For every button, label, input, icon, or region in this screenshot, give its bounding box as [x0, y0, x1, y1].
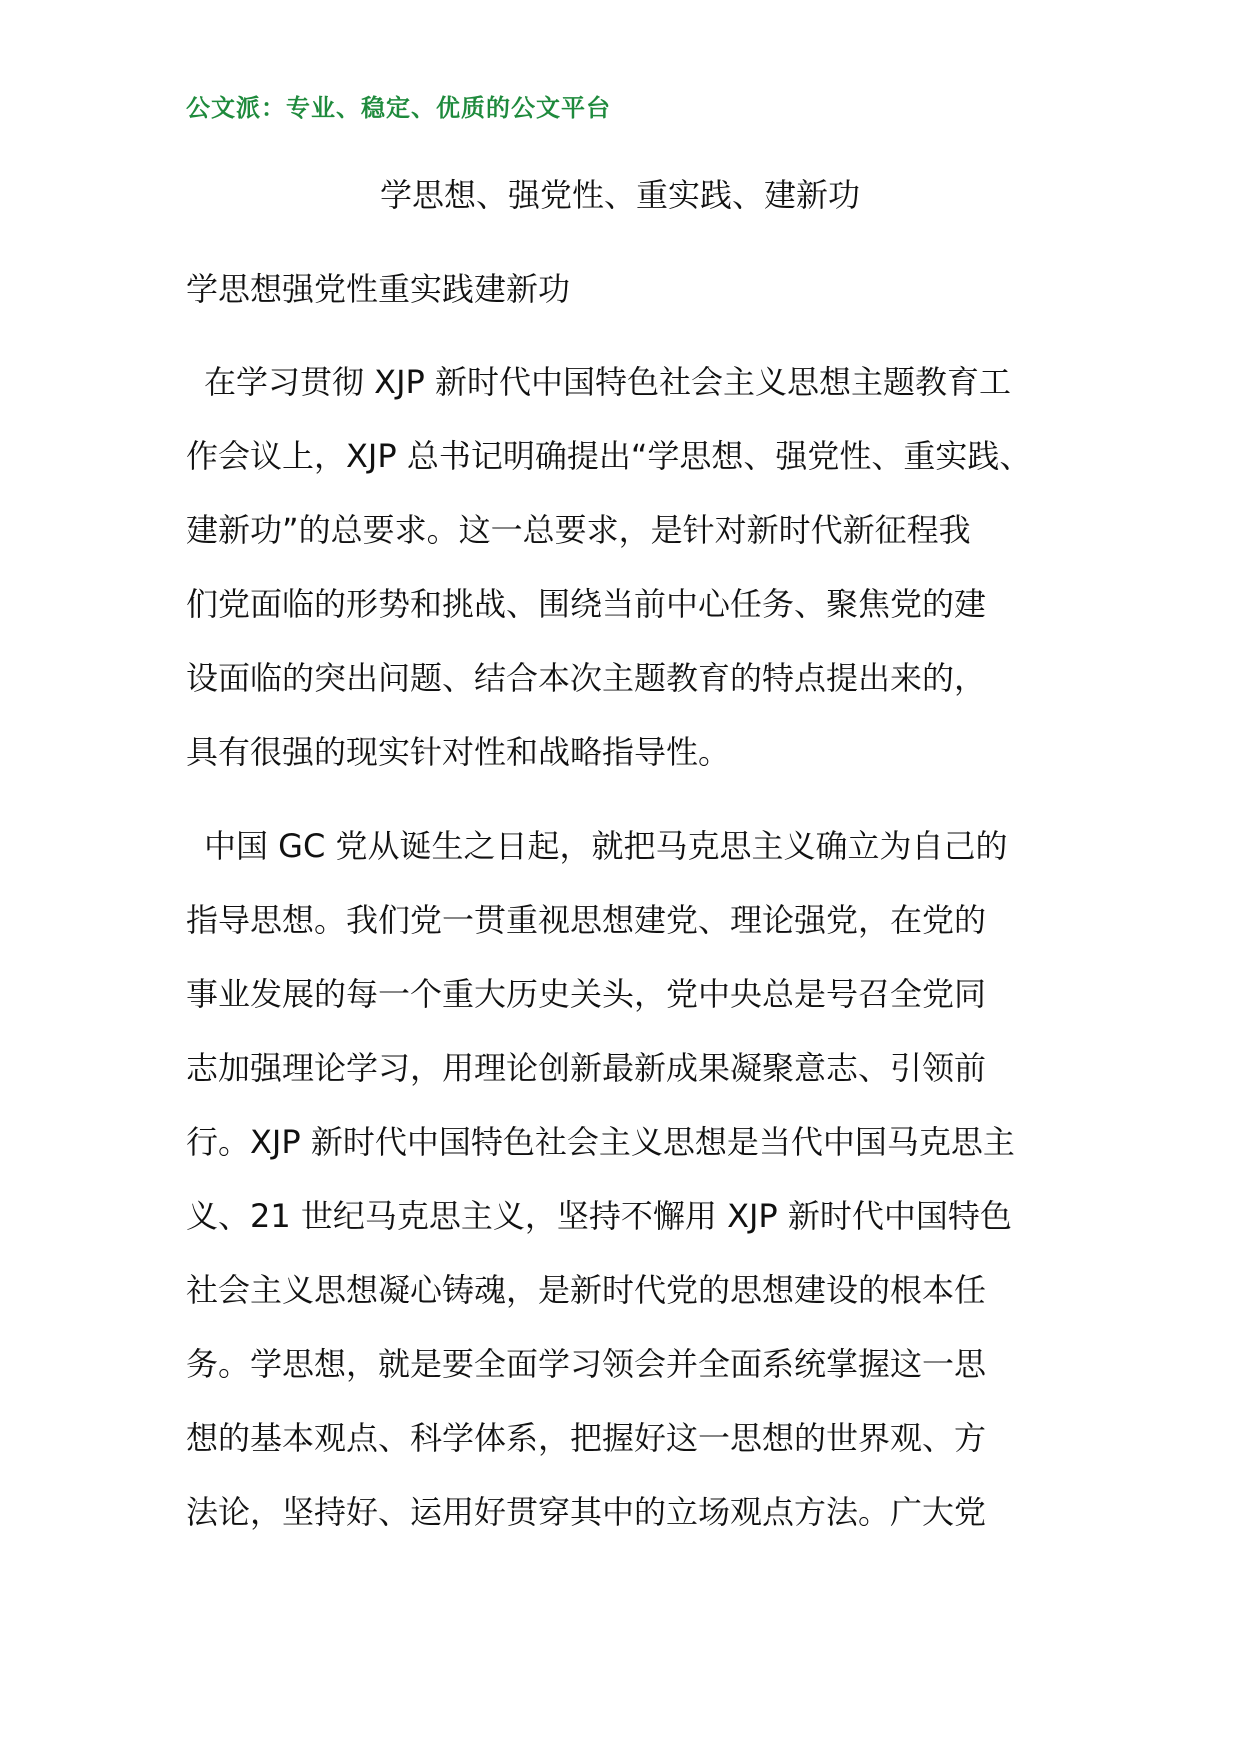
paragraph-line: 务。学思想，就是要全面学习领会并全面系统掌握这一思: [186, 1345, 987, 1383]
paragraph-line: 想的基本观点、科学体系，把握好这一思想的世界观、方: [186, 1419, 987, 1457]
document-title: 学思想、强党性、重实践、建新功: [379, 176, 860, 214]
paragraph-line: 作会议上，XJP 总书记明确提出“学思想、强党性、重实践、: [186, 437, 1032, 475]
paragraph-line: 法论，坚持好、运用好贯穿其中的立场观点方法。广大党: [186, 1493, 987, 1531]
paragraph-line: 行。XJP 新时代中国特色社会主义思想是当代中国马克思主: [186, 1123, 1015, 1161]
paragraph-line: 义、21 世纪马克思主义，坚持不懈用 XJP 新时代中国特色: [186, 1197, 1012, 1235]
paragraph-line: 指导思想。我们党一贯重视思想建党、理论强党，在党的: [186, 901, 987, 939]
paragraph-line: 中国 GC 党从诞生之日起，就把马克思主义确立为自己的: [204, 827, 1008, 865]
paragraph-line: 社会主义思想凝心铸魂，是新时代党的思想建设的根本任: [186, 1271, 987, 1309]
paragraph-line: 事业发展的每一个重大历史关头，党中央总是号召全党同: [186, 975, 987, 1013]
paragraph-line: 建新功”的总要求。这一总要求，是针对新时代新征程我: [186, 511, 971, 549]
paragraph-2: [186, 809, 1086, 1549]
paragraph-line: 志加强理论学习，用理论创新最新成果凝聚意志、引领前: [186, 1049, 987, 1087]
paragraph-line: 们党面临的形势和挑战、围绕当前中心任务、聚焦党的建: [186, 585, 987, 623]
paragraph-line: 设面临的突出问题、结合本次主题教育的特点提出来的，: [186, 659, 987, 697]
document-subtitle: 学思想强党性重实践建新功: [186, 270, 571, 308]
paragraph-1: [186, 345, 1086, 789]
paragraph-line: 在学习贯彻 XJP 新时代中国特色社会主义思想主题教育工: [204, 363, 1012, 401]
brand-header: 公文派：专业、稳定、优质的公文平台: [186, 94, 611, 122]
paragraph-line: 具有很强的现实针对性和战略指导性。: [186, 733, 731, 771]
